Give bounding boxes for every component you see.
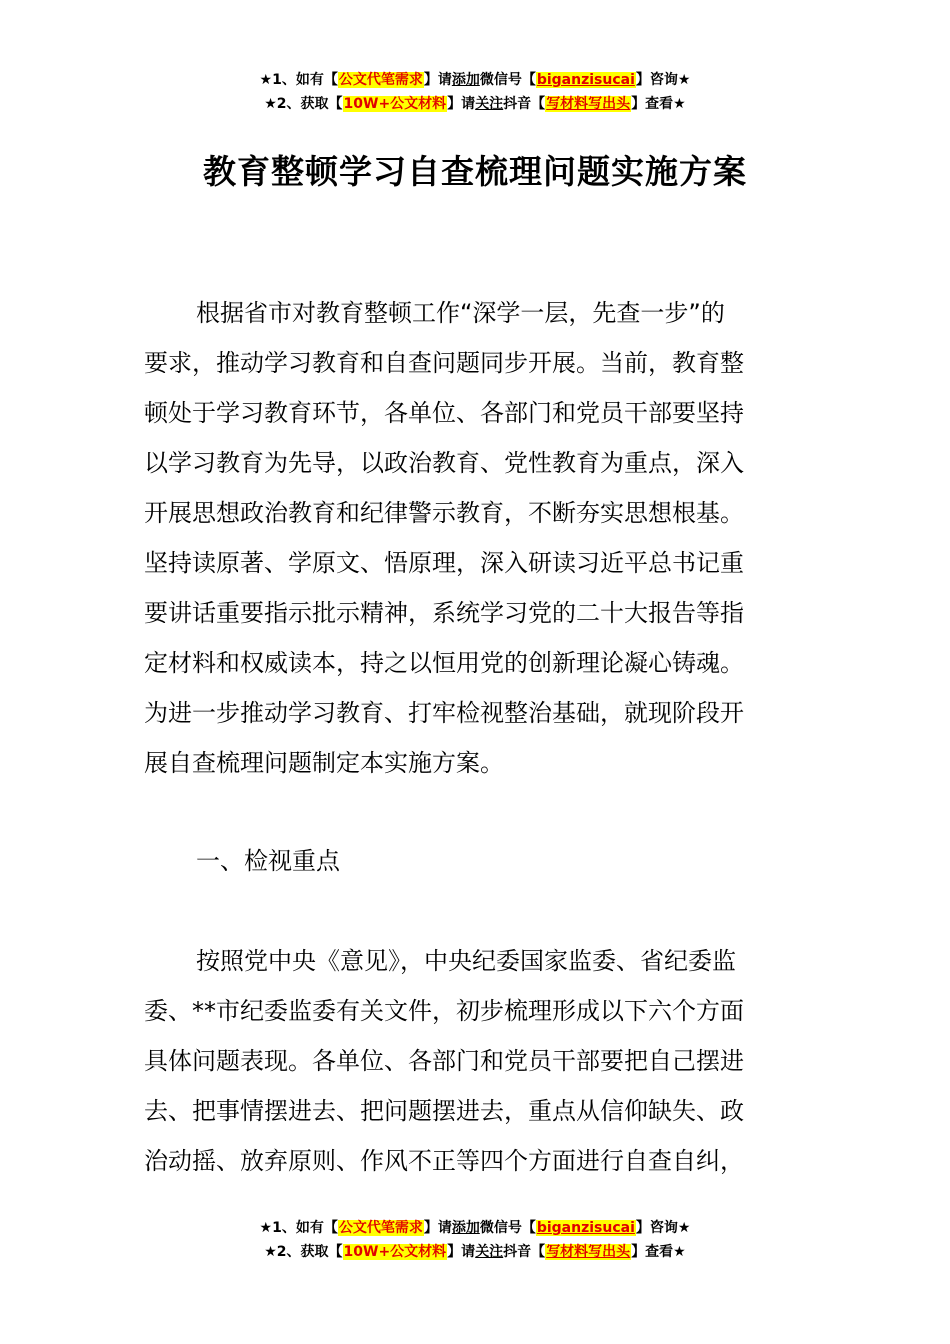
promo-banner-bottom (0, 1216, 950, 1264)
section-heading (144, 836, 808, 886)
highlight-materials: 10W+公文材料 (343, 1244, 447, 1260)
douyin-id: 写材料写出头 (546, 1244, 631, 1260)
text-line: 要讲话重要指示批示精神，系统学习党的二十大报告等指 (144, 599, 744, 627)
text-line: 按照党中央《意见》，中央纪委国家监委、省纪委监 (196, 947, 736, 975)
promo-line-2: ★2、获取【10W+公文材料】请关注抖音【写材料写出头】查看★ (264, 96, 686, 112)
text-line: 顿处于学习教育环节，各单位、各部门和党员干部要坚持 (144, 399, 744, 427)
document-title: 教育整顿学习自查梳理问题实施方案 (203, 152, 747, 191)
highlight-ghostwriting: 公文代笔需求 (338, 1220, 423, 1236)
section-1-heading: 一、检视重点 (196, 847, 340, 875)
text-line: 定材料和权威读本，持之以恒用党的创新理论凝心铸魂。 (144, 649, 744, 677)
text-line: 治动摇、放弃原则、作风不正等四个方面进行自查自纠， (144, 1147, 744, 1175)
promo-banner-top (0, 68, 950, 116)
intro-paragraph (144, 288, 808, 788)
text-line: 委、**市纪委监委有关文件，初步梳理形成以下六个方面 (144, 997, 744, 1025)
text-line: 要求，推动学习教育和自查问题同步开展。当前，教育整 (144, 349, 744, 377)
text-line: 根据省市对教育整顿工作“深学一层，先查一步”的 (196, 299, 725, 327)
highlight-materials: 10W+公文材料 (343, 96, 447, 112)
promo-line-1: ★1、如有【公文代笔需求】请添加微信号【biganzisucai】咨询★ (259, 72, 691, 88)
wechat-id: biganzisucai (536, 1220, 635, 1236)
text-line: 去、把事情摆进去、把问题摆进去，重点从信仰缺失、政 (144, 1097, 744, 1125)
wechat-id: biganzisucai (536, 72, 635, 88)
section-1-paragraph (144, 936, 808, 1186)
text-line: 为进一步推动学习教育、打牢检视整治基础，就现阶段开 (144, 699, 744, 727)
highlight-ghostwriting: 公文代笔需求 (338, 72, 423, 88)
text-line: 开展思想政治教育和纪律警示教育，不断夯实思想根基。 (144, 499, 744, 527)
text-line: 展自查梳理问题制定本实施方案。 (144, 749, 504, 777)
promo-line-2: ★2、获取【10W+公文材料】请关注抖音【写材料写出头】查看★ (264, 1244, 686, 1260)
text-line: 具体问题表现。各单位、各部门和党员干部要把自己摆进 (144, 1047, 744, 1075)
promo-line-1: ★1、如有【公文代笔需求】请添加微信号【biganzisucai】咨询★ (259, 1220, 691, 1236)
douyin-id: 写材料写出头 (546, 96, 631, 112)
text-line: 坚持读原著、学原文、悟原理，深入研读习近平总书记重 (144, 549, 744, 577)
text-line: 以学习教育为先导，以政治教育、党性教育为重点，深入 (144, 449, 744, 477)
